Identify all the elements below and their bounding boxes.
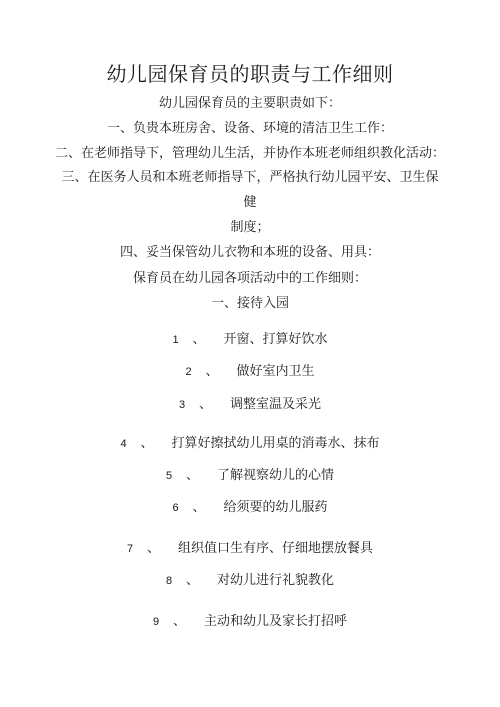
- item-number: 2: [185, 366, 192, 378]
- list-item: [0, 436, 500, 452]
- section-heading: 一、接待入园: [210, 296, 289, 311]
- item-number: 7: [126, 543, 134, 555]
- item-text: 调整室温及采光: [230, 397, 322, 412]
- item-number: 5: [165, 470, 173, 482]
- item-text: 对幼儿进行礼貌教化: [217, 573, 335, 588]
- page-title: 幼儿园保育员的职责与工作细则: [106, 62, 394, 86]
- duty-3: 三、在医务人员和本班老师指导下，严格执行幼儿园平安、卫生保: [61, 170, 439, 185]
- item-mark: 、: [192, 500, 206, 515]
- item-mark: 、: [198, 397, 212, 412]
- item-mark: 、: [205, 364, 219, 379]
- item-number: 4: [120, 438, 127, 450]
- item-number: 1: [172, 334, 179, 346]
- intro-line: 幼儿园保育员的主要职责如下：: [158, 96, 341, 111]
- item-text: 开窗、打算好饮水: [223, 332, 328, 347]
- duty-4: 四、妥当保管幼儿衣物和本班的设备、用具：: [119, 245, 380, 260]
- details-heading: 保育员在幼儿园各项活动中的工作细则：: [132, 271, 367, 286]
- item-mark: 、: [192, 332, 206, 347]
- list-item: [0, 541, 500, 557]
- item-text: 打算好擦拭幼儿用桌的消毒水、抹布: [171, 436, 380, 451]
- list-item: [0, 614, 500, 630]
- item-mark: 、: [140, 436, 154, 451]
- item-text: 给须要的幼儿服药: [223, 500, 328, 515]
- item-text: 组织值口生有序、仔细地摆放餐具: [178, 541, 374, 556]
- item-mark: 、: [185, 468, 199, 483]
- item-mark: 、: [185, 573, 199, 588]
- item-number: 8: [165, 575, 173, 587]
- item-text: 做好室内卫生: [236, 364, 315, 379]
- item-text: 主动和幼儿及家长打招呼: [204, 614, 348, 629]
- item-mark: 、: [172, 614, 186, 629]
- duty-1: 一、负贵本班房舍、设备、环境的清洁卫生工作：: [106, 121, 393, 136]
- item-number: 9: [152, 616, 160, 628]
- duty-2: 二、在老师指导下，管理幼儿生活，并协作本班老师组织教化活动：: [54, 146, 445, 161]
- item-number: 3: [178, 399, 186, 411]
- list-item: [0, 364, 500, 380]
- item-mark: 、: [146, 541, 160, 556]
- list-item: [0, 573, 500, 589]
- list-item: [0, 500, 500, 516]
- item-number: 6: [172, 502, 179, 514]
- duty-3-cont-b: 制度；: [230, 220, 270, 235]
- list-item: [0, 397, 500, 413]
- item-text: 了解视察幼儿的心情: [217, 468, 335, 483]
- duty-3-cont-a: 健: [243, 195, 257, 210]
- list-item: [0, 332, 500, 348]
- list-item: [0, 468, 500, 484]
